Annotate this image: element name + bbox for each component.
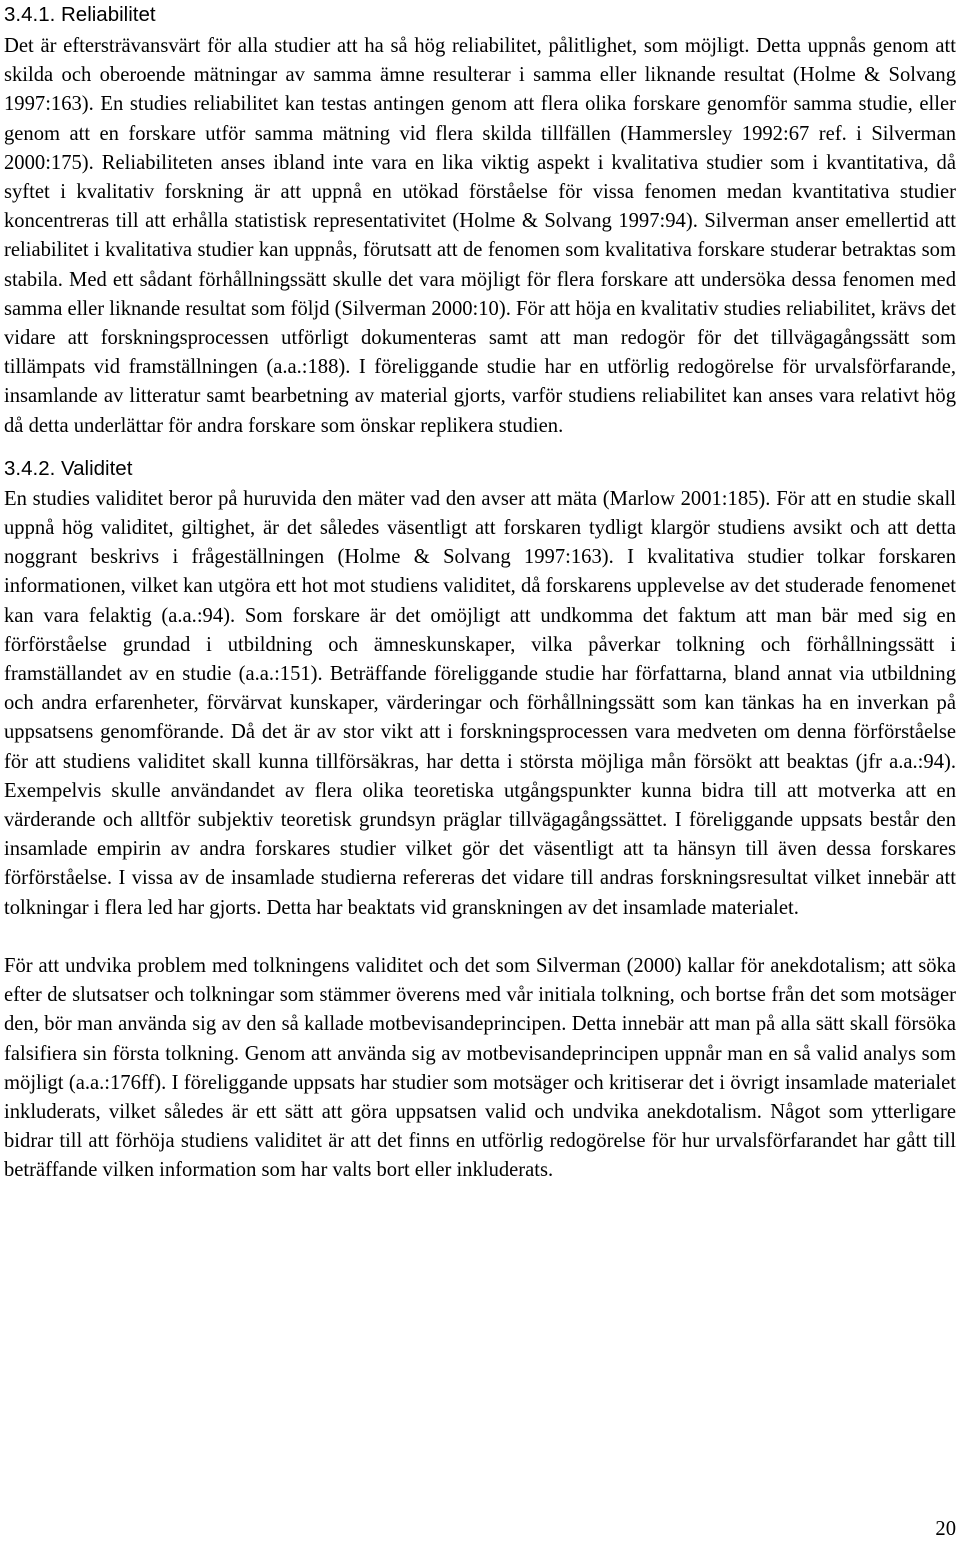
- paragraph-validity-1: En studies validitet beror på huruvida den mäter vad den avser att mäta (Marlow 2001:185). För att en studie skall uppnå hög validitet, giltighet, är det således väsentligt att forskaren tydligt klargör studiens avsikt och att detta noggrant beskrivs i frågeställningen (Holme & Solvang 1997:163). I kvalitativa studier tolkar forskaren informationen, vilket kan utgöra ett hot mot studiens validitet, då forskarens upplevelse av det studerade fenomenet kan vara felaktig (a.a.:94). Som forskare är det omöjligt att undkomma det faktum att man bär med sig en förförståelse grundad i utbildning och ämneskunskaper, vilka påverkar tolkning och förhållningssätt i framställandet av en studie (a.a.:151). Beträffande föreliggande studie har författarna, bland annat via utbildning och andra erfarenheter, förvärvat kunskaper, värderingar och förhållningssätt som kan tänkas ha en inverkan på uppsatsens genomförande. Då det är av stor vikt att i forskningsprocessen vara medveten om denna förförståelse för att studiens validitet skall kunna tillförsäkras, har detta i största möjliga mån försökt att beaktas (jfr a.a.:94). Exempelvis skulle användandet av flera olika teoretiska utgångspunkter kunna bidra till att motverka att en värderande och alltför subjektiv teoretisk grundsyn präglar tillvägagångssättet. I föreliggande uppsats består den insamlade empirin av andra forskares studier vilket gör det väsentligt att ta hänsyn till även dessa forskares förförståelse. I vissa av de insamlade studierna refereras det vidare till andras forskningsresultat vilket innebär att tolkningar i flera led har gjorts. Detta har beaktats vid granskningen av det insamlade materialet.: [4, 487, 956, 919]
- document-page: [4, 0, 956, 1186]
- paragraph-reliability: Det är eftersträvansvärt för alla studier att ha så hög reliabilitet, pålitlighet, som möjligt. Detta uppnås genom att skilda och oberoende mätningar av samma ämne resulterar i samma eller liknande resultat (Holme & Solvang 1997:163). En studies reliabilitet kan testas antingen genom att flera olika forskare genomför samma studie, eller genom att en forskare utför samma mätning vid flera skilda tillfällen (Hammersley 1992:67 ref. i Silverman 2000:175). Reliabiliteten anses ibland inte vara en lika viktig aspekt i kvalitativa studier som i kvantitativa, då syftet i kvalitativ forskning är att uppnå en utökad förståelse för vissa fenomen medan kvantitativa studier koncentreras till att erhålla statistisk representativitet (Holme & Solvang 1997:94). Silverman anser emellertid att reliabilitet i kvalitativa studier kan uppnås, förutsatt att de fenomen som kvalitativa forskare studerar betraktas som stabila. Med ett sådant förhållningssätt skulle det vara möjligt för flera forskare att undersöka dessa fenomen med samma eller liknande resultat som följd (Silverman 2000:10). För att höja en kvalitativ studies reliabilitet, krävs det vidare att forskningsprocessen utförligt dokumenteras samt att man redogör för det tillvägagångssätt som tillämpats vid framställningen (a.a.:188). I föreliggande studie har en utförlig redogörelse för urvalsförfarande, insamlande av litteratur samt bearbetning av material gjorts, varför studiens reliabilitet kan anses vara relativt hög då detta underlättar för andra forskare som önskar replikera studien.: [4, 35, 956, 437]
- page-number: 20: [935, 1518, 956, 1540]
- paragraph-validity-2: För att undvika problem med tolkningens validitet och det som Silverman (2000) kallar för anekdotalism; att söka efter de slutsatser och tolkningar som stämmer överens med vår initiala tolkning, och bortse från det som motsäger den, bör man använda sig av den så kallade motbevisandeprincipen. Detta innebär att man på alla sätt skall försöka falsifiera sin första tolkning. Genom att använda sig av motbevisandeprincipen uppnår man en så valid analys som möjligt (a.a.:176ff). I föreliggande uppsats har studier som motsäger och kritiserar det i övrigt insamlade materialet inkluderats, vilket således är ett sätt att göra uppsatsen valid och undvika anekdotalism. Något som ytterligare bidrar till att förhöja studiens validitet är att det finns en utförlig redogörelse för hur urvalsförfarandet har gått till beträffande vilken information som har valts bort eller inkluderats.: [4, 954, 956, 1182]
- section-heading-reliability: 3.4.1. Reliabilitet: [4, 3, 156, 26]
- section-heading-validity: 3.4.2. Validitet: [4, 456, 133, 480]
